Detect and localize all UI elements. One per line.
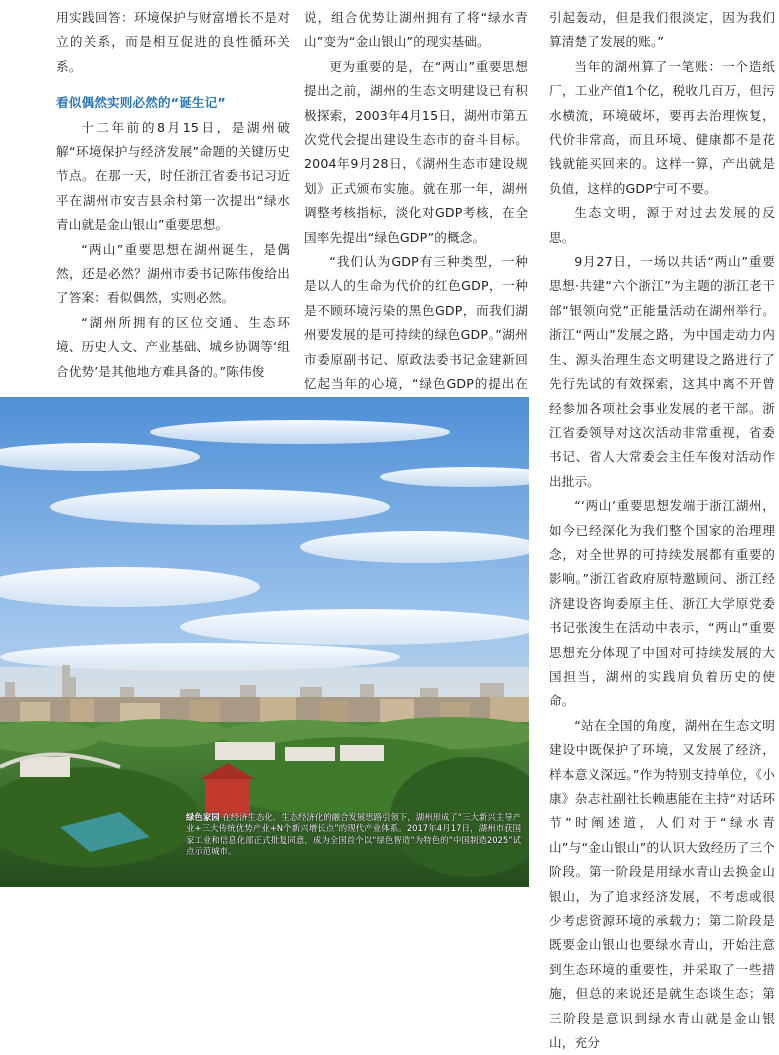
red-building [205, 777, 250, 817]
paragraph: 当年的湖州算了一笔账：一个造纸厂，工业产值1个亿，税收几百万，但污水横流，环境破坏，要再去治理恢复，代价非常高，而且环境、健康都不是花钱就能买回来的。这样一算，产出就是负值，这样的GDP宁可不要。 [549, 58, 775, 196]
paragraph: “‘两山’重要思想发端于浙江湖州，如今已经深化为我们整个国家的治理理念，对全世界的可持续发展都有重要的影响。”浙江省政府原特邀顾问、浙江经济建设咨询委原主任、浙江大学原党委书记张浚生在活动中表示，“两山”重要思想充分体现了中国对可持续发展的大国担当，湖州的实践肩负着历史的使命。 [549, 498, 775, 709]
photo-caption [186, 812, 521, 857]
column-2 [304, 6, 528, 421]
paragraph: “两山”重要思想在湖州诞生，是偶然，还是必然？湖州市委书记陈伟俊给出了答案：看似偶然，实则必然。 [56, 241, 290, 306]
caption-text: 在经济生态化、生态经济化的融合发展思路引领下，湖州形成了“三大新兴主导产业+三大传统优势产业+N个新兴增长点”的现代产业体系。2017年4月17日，湖州市获国家工业和信息化部正式批复同意，成为全国首个以“绿色智造”为特色的“中国制造2025”试点示范城市。 [186, 812, 521, 856]
paragraph: 生态文明，源于对过去发展的反思。 [549, 205, 775, 245]
paragraph: “我们认为GDP有三种类型，一种是以人的生命为代价的红色GDP，一种是不顾环境污染的黑色GDP，而我们湖州要发展的是可持续的绿色GDP。”湖州市委原副书记、原政法委书记金建新回忆起当年的心境，“绿色GDP的提出在 [304, 254, 528, 392]
column-3 [549, 6, 775, 1055]
paragraph: “站在全国的角度，湖州在生态文明建设中既保护了环境，又发展了经济，样本意义深远。”作为特别支持单位，《小康》杂志社副社长赖惠能在主持“对话环节”时阐述道，人们对于“绿水青山”与“金山银山”的认识大致经历了三个阶段。第一阶段是用绿水青山去换金山银山，为了追求经济发展，不考虑或很少考虑资源环境的承载力；第二阶段是既要金山银山也要绿水青山，开始注意到生态环境的重要性，并采取了一些措施，但总的来说还是就生态谈生态；第三阶段是意识到绿水青山就是金山银山，充分 [549, 717, 775, 1051]
paragraph: 更为重要的是，在“两山”重要思想提出之前，湖州的生态文明建设已有积极探索，2003年4月15日，湖州市第五次党代会提出建设生态市的奋斗目标。2004年9月28日，《湖州生态市建设规划》正式颁布实施。就在那一年，湖州调整考核指标，淡化对GDP考核，在全国率先提出“绿色GDP”的概念。 [304, 58, 528, 245]
paragraph: 引起轰动，但是我们很淡定，因为我们算清楚了发展的账。” [549, 10, 775, 50]
caption-label: 绿色家园 [186, 812, 220, 822]
paragraph: 9月27日，一场以共话“两山”重要思想·共建“六个浙江”为主题的浙江老干部“银领向党”正能量活动在湖州举行。浙江“两山”发展之路，为中国走动力内生、源头治理生态文明建设之路进行了先行先试的有效探索，这其中离不开曾经参加各项社会事业发展的老干部。浙江省委领导对这次活动非常重视，省委书记、省人大常委会主任车俊对活动作出批示。 [549, 254, 775, 489]
paragraph: 十二年前的8月15日，是湖州破解“环境保护与经济发展”命题的关键历史节点。在那一天，时任浙江省委书记习近平在湖州市安吉县余村第一次提出“绿水青山就是金山银山”重要思想。 [56, 119, 290, 233]
paragraph: “湖州所拥有的区位交通、生态环境、历史人文、产业基础、城乡协调等‘组合优势’是其他地方难具备的。”陈伟俊 [56, 314, 290, 379]
column-1 [56, 6, 290, 384]
intro-text: 用实践回答：环境保护与财富增长不是对立的关系，而是相互促进的良性循环关系。 [56, 10, 290, 74]
section-heading: 看似偶然实则必然的“诞生记” [56, 95, 226, 111]
paragraph: 说，组合优势让湖州拥有了将“绿水青山”变为“金山银山”的现实基础。 [304, 10, 528, 50]
